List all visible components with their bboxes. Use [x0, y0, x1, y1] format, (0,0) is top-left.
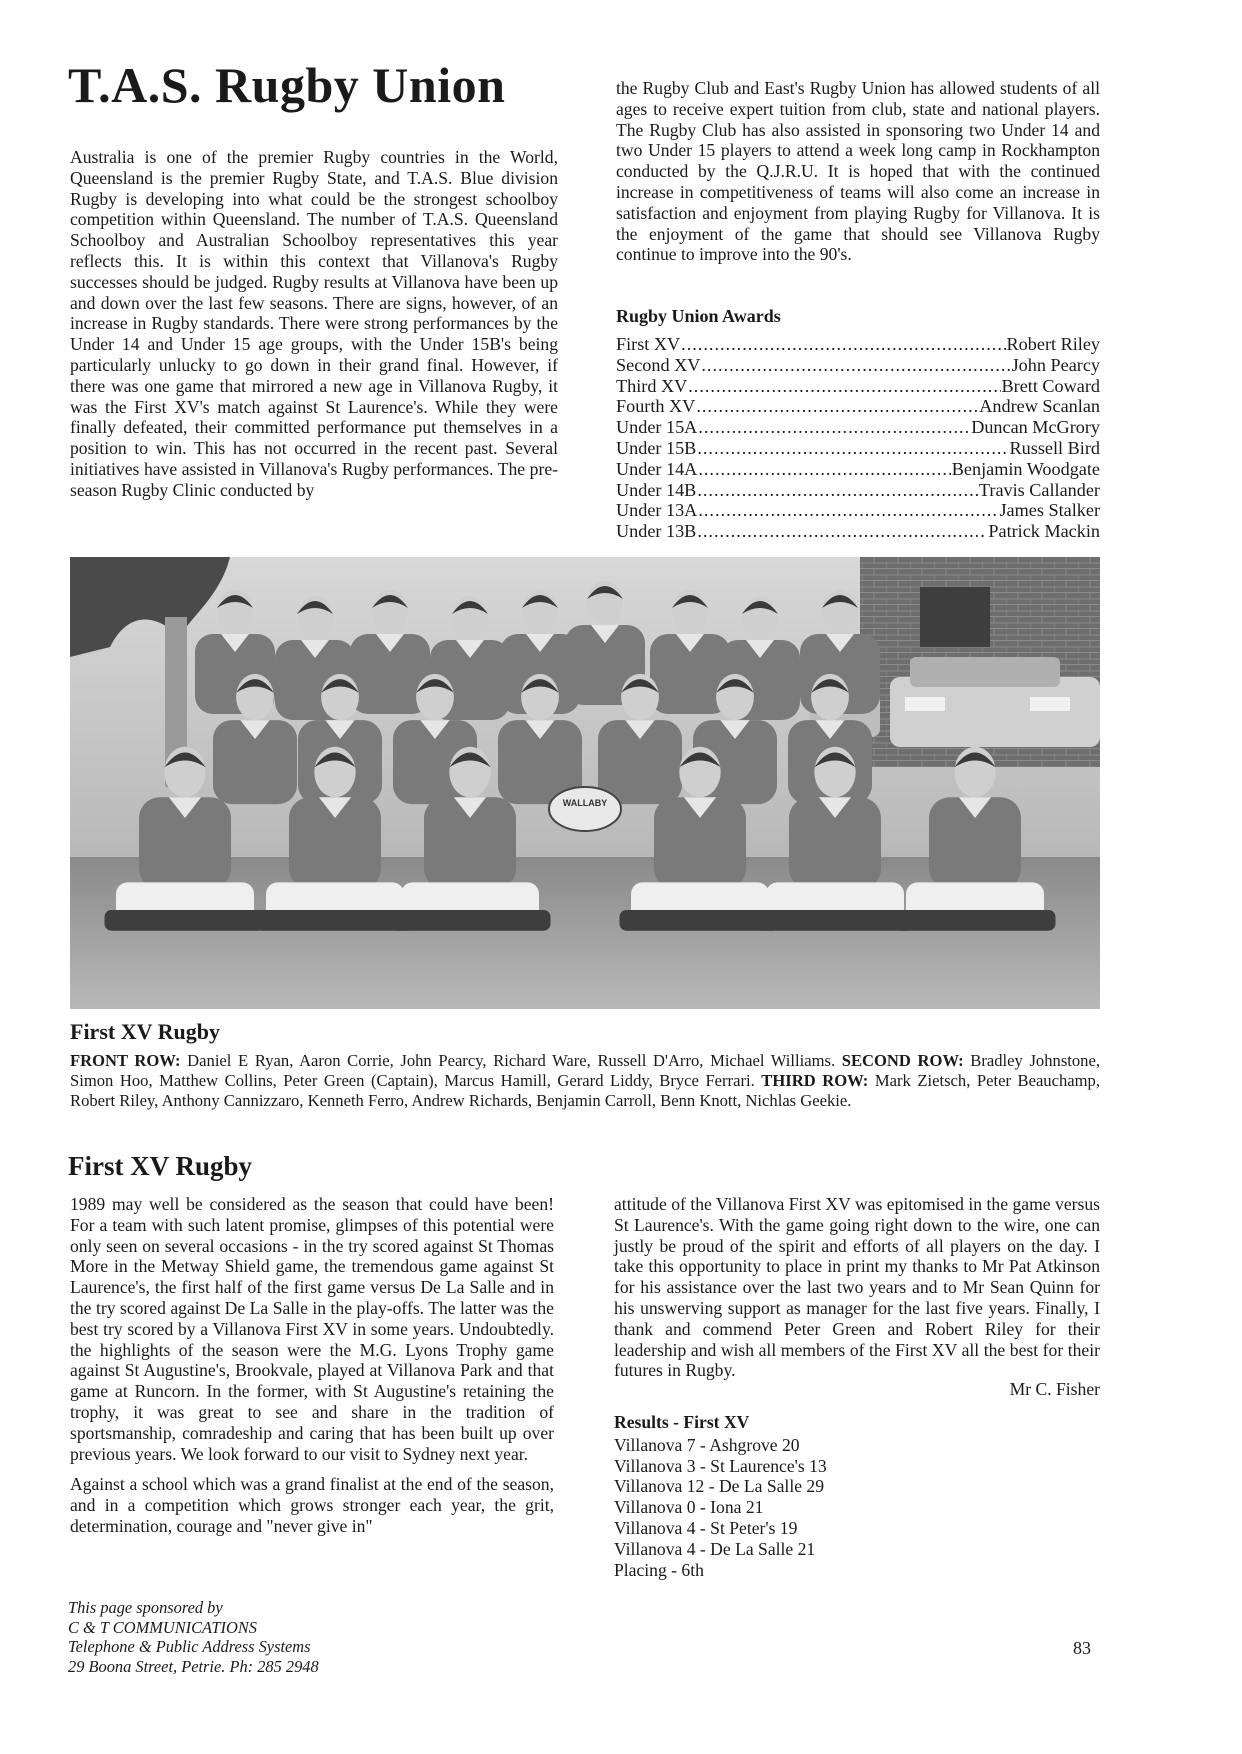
article-column-1: [70, 1194, 554, 1547]
award-team: Under 14B: [616, 479, 697, 500]
article-paragraph-3: attitude of the Villanova First XV was epitomised in the game versus St Laurence's. With the game going right down to the wire, one can justly be proud of the spirit and efforts of all players on the day. I take this opportunity to place in print my thanks to Mr Pat Atkinson for his assistance over the last two years and to Mr Sean Quinn for his unswerving support as manager for the last five years. Finally, I thank and commend Peter Green and Robert Riley for their leadership and wish all members of the First XV all the best for their futures in Rugby.: [614, 1194, 1100, 1381]
award-leader-dots: [697, 438, 1008, 459]
third-row-names: Mark Zietsch, Peter Beauchamp, Robert Riley, Anthony Cannizzaro, Kenneth Ferro, Andrew Richards, Benjamin Carroll, Benn Knott, Nichlas Geekie.: [70, 1070, 1100, 1110]
result-item: Villanova 3 - St Laurence's 13: [614, 1455, 827, 1476]
article-signoff: Mr C. Fisher: [1009, 1379, 1100, 1400]
page-title: T.A.S. Rugby Union: [68, 57, 506, 113]
intro-text-column-1: [70, 147, 558, 511]
award-leader-dots: [701, 355, 1010, 376]
award-name: Andrew Scanlan: [979, 396, 1100, 417]
award-leader-dots: [697, 521, 987, 542]
results-title: Results - First XV: [614, 1411, 750, 1432]
award-row: [616, 396, 1100, 417]
award-row: [616, 355, 1100, 376]
results-list: [614, 1435, 1100, 1581]
intro-text-column-2: [616, 78, 1100, 275]
award-team: Under 13B: [616, 521, 697, 542]
award-name: James Stalker: [999, 500, 1100, 521]
award-team: Under 13A: [616, 500, 698, 521]
award-team: Under 15B: [616, 437, 697, 458]
result-item: Villanova 12 - De La Salle 29: [614, 1476, 825, 1497]
front-row-label: FRONT ROW:: [70, 1051, 181, 1070]
award-team: Second XV: [616, 354, 701, 375]
award-leader-dots: [688, 376, 1000, 397]
award-row: [616, 376, 1100, 397]
article-paragraph-1: 1989 may well be considered as the season that could have been! For a team with such latent promise, glimpses of this potential were only seen on several occasions - in the try scored against St Thomas More in the Metway Shield game, the tremendous game against St Laurence's, the first half of the first game versus De La Salle and in the try scored against De La Salle in the play-offs. The latter was the best try scored by a Villanova First XV in some years. Undoubtedly. the highlights of the season were the M.G. Lyons Trophy game against St Augustine's, Brookvale, played at Villanova Park and that game at Runcorn. In the former, with St Augustine's retaining the trophy, it was great to see and share in the tradition of sportsmanship, comradeship and caring that has been built up over previous years. We look forward to our visit to Sydney next year.: [70, 1194, 554, 1464]
award-row: [616, 480, 1100, 501]
third-row-label: THIRD ROW:: [761, 1070, 869, 1090]
ball-label: WALLABY: [562, 798, 608, 808]
intro-paragraph-part-2: the Rugby Club and East's Rugby Union has allowed students of all ages to receive expert tuition from club, state and national players. The Rugby Club has also assisted in sponsoring two Under 14 and two Under 15 players to attend a week long camp in Rockhampton conducted by the Q.J.R.U. It is hoped that with the continued increase in competitiveness of teams will also come an increase in satisfaction and enjoyment from playing Rugby for Villanova. It is the enjoyment of the game that should see Villanova Rugby continue to improve into the 90's.: [616, 78, 1100, 265]
award-row: [616, 438, 1100, 459]
front-row-names: Daniel E Ryan, Aaron Corrie, John Pearcy, Richard Ware, Russell D'Arro, Michael Williams.: [180, 1051, 842, 1070]
sponsor-line-4: 29 Boona Street, Petrie. Ph: 285 2948: [68, 1656, 319, 1676]
parked-car: [890, 677, 1100, 747]
awards-title: Rugby Union Awards: [616, 306, 781, 326]
intro-paragraph-part-1: Australia is one of the premier Rugby countries in the World, Queensland is the premier Rugby State, and T.A.S. Blue division Rugby is developing into what could be the strongest schoolboy competition within Queensland. The number of T.A.S. Queensland Schoolboy and Australian Schoolboy representatives this year reflects this. It is within this context that Villanova's Rugby successes should be judged. Rugby results at Villanova have been up and down over the last few seasons. There are signs, however, of an increase in Rugby standards. There were strong performances by the Under 14 and Under 15 age groups, with the Under 15B's being particularly unlucky to go down in their grand final. However, if there was one game that mirrored a new age in Villanova Rugby, it was the First XV's match against St Laurence's. While they were finally defeated, their committed performance put themselves in a position to win. This has not occurred in the recent past. Several initiatives have assisted in Villanova's Rugby performances. The pre-season Rugby Clinic conducted by: [70, 147, 558, 500]
award-name: Duncan McGrory: [971, 417, 1100, 438]
award-name: Patrick Mackin: [988, 521, 1100, 542]
award-row: [616, 459, 1100, 480]
team-photo: [70, 557, 1100, 1009]
award-name: Russell Bird: [1009, 437, 1100, 458]
award-team: Under 14A: [616, 458, 698, 479]
result-item: Villanova 4 - De La Salle 21: [614, 1538, 816, 1559]
article-paragraph-2: Against a school which was a grand finalist at the end of the season, and in a competition which grows stronger each year, the grit, determination, courage and "never give in": [70, 1474, 554, 1536]
second-row-label: SECOND ROW:: [841, 1051, 964, 1070]
award-row: [616, 500, 1100, 521]
award-name: John Pearcy: [1011, 354, 1100, 375]
sponsor-line-1: This page sponsored by: [68, 1598, 223, 1617]
result-item: Villanova 0 - Iona 21: [614, 1497, 764, 1518]
award-name: Brett Coward: [1001, 375, 1100, 396]
award-leader-dots: [681, 334, 1005, 355]
article-column-2: [614, 1194, 1100, 1580]
award-name: Robert Riley: [1006, 334, 1100, 354]
award-leader-dots: [698, 417, 970, 438]
sponsor-block: [68, 1598, 319, 1676]
award-name: Travis Callander: [978, 479, 1100, 500]
award-team: Third XV: [616, 375, 688, 396]
article-title: First XV Rugby: [68, 1151, 253, 1181]
sponsor-line-2: C & T COMMUNICATIONS: [68, 1617, 257, 1637]
result-item: Placing - 6th: [614, 1559, 704, 1580]
page-number: 83: [1073, 1638, 1091, 1658]
award-leader-dots: [698, 459, 950, 480]
photo-caption: [70, 1051, 1100, 1110]
award-team: Under 15A: [616, 417, 698, 438]
award-name: Benjamin Woodgate: [951, 458, 1100, 479]
award-leader-dots: [696, 396, 978, 417]
result-item: Villanova 7 - Ashgrove 20: [614, 1434, 800, 1455]
caption-title: First XV Rugby: [70, 1019, 220, 1044]
team-photo-illustration: [70, 557, 1100, 1009]
award-team: First XV: [616, 334, 681, 354]
awards-list: [616, 334, 1100, 542]
result-item: Villanova 4 - St Peter's 19: [614, 1517, 798, 1538]
award-row: [616, 334, 1100, 355]
award-team: Fourth XV: [616, 396, 696, 417]
rugby-ball: [549, 787, 621, 831]
award-row: [616, 521, 1100, 542]
award-leader-dots: [698, 500, 998, 521]
award-leader-dots: [697, 480, 978, 501]
award-row: [616, 417, 1100, 438]
second-row-names: Bradley Johnstone, Simon Hoo, Matthew Collins, Peter Green (Captain), Marcus Hamill, Gerard Liddy, Bryce Ferrari.: [70, 1051, 1100, 1090]
sponsor-line-3: Telephone & Public Address Systems: [68, 1637, 311, 1657]
